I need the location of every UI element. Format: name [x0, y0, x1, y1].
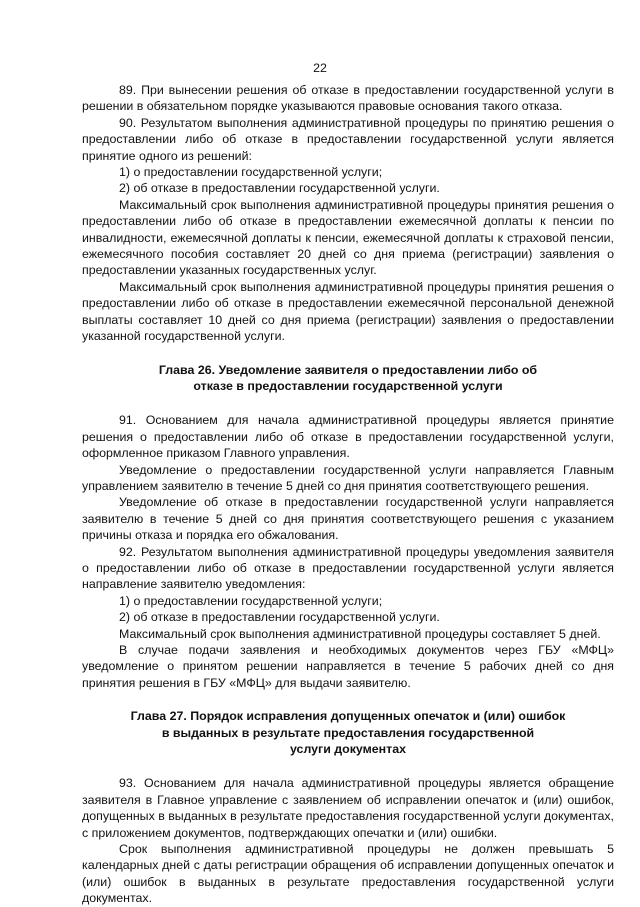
chapter-heading-line: в выданных в результате предоставления государственной: [161, 725, 535, 740]
paragraph: Уведомление об отказе в предоставлении государственной услуги направляется заявителю в течение 5 дней со дня принятия соответствующего решения с указанием причины отказа и порядка его обжалования.: [82, 495, 614, 543]
page-number: 22: [313, 61, 327, 75]
chapter-heading-line: Глава 27. Порядок исправления допущенных опечаток и (или) ошибок: [130, 709, 566, 724]
list-item: 2) об отказе в предоставлении государственной услуги.: [119, 181, 440, 196]
paragraph: 93. Основанием для начала административной процедуры является обращение заявителя в Главное управление с заявлением об исправлении опечаток и (или) ошибок, допущенных в выданных в результате предоставления государственной услуги документах, с приложением документов, подтверждающих опечатки и (или) ошибки.: [82, 776, 614, 840]
paragraph: 92. Результатом выполнения административной процедуры уведомления заявителя о предоставлении либо об отказе в предоставлении государственной услуги является направление заявителю уведомления:: [82, 544, 614, 592]
paragraph: 89. При вынесении решения об отказе в предоставлении государственной услуги в решении в обязательном порядке указываются правовые основания такого отказа.: [82, 83, 614, 114]
paragraph: Уведомление о предоставлении государственной услуги направляется Главным управлением заявителю в течение 5 дней со дня принятия соответствующего решения.: [82, 462, 614, 493]
list-item: 1) о предоставлении государственной услуги;: [119, 593, 383, 608]
paragraph: Максимальный срок выполнения административной процедуры составляет 5 дней.: [119, 626, 601, 641]
paragraph: 91. Основанием для начала административной процедуры является принятие решения о предоставлении либо об отказе в предоставлении государственной услуги, оформленное приказом Главного управления.: [82, 413, 614, 461]
list-item: 1) о предоставлении государственной услуги;: [119, 165, 383, 180]
paragraph: Срок выполнения административной процедуры не должен превышать 5 календарных дней с даты регистрации обращения об исправлении допущенных опечаток и (или) ошибок в выданных в результате предоставления государственной услуги документах.: [82, 842, 614, 906]
paragraph: Максимальный срок выполнения административной процедуры принятия решения о предоставлении либо об отказе в предоставлении ежемесячной доплаты к пенсии по инвалидности, ежемесячной доплаты к пенсии, ежемесячной доплаты к страховой пенсии, ежемесячного пособия составляет 20 дней со дня приема (регистрации) заявления о предоставлении указанных государственных услуг.: [82, 197, 614, 278]
document-body: [82, 82, 614, 907]
chapter-heading: [82, 362, 614, 395]
paragraph: В случае подачи заявления и необходимых документов через ГБУ «МФЦ» уведомление о принятом решении направляется в течение 5 рабочих дней со дня принятия решения в ГБУ «МФЦ» для выдачи заявителю.: [82, 643, 614, 690]
chapter-heading-line: отказе в предоставлении государственной услуги: [193, 378, 503, 393]
chapter-heading-line: услуги документах: [289, 742, 407, 757]
chapter-heading: [82, 708, 614, 757]
paragraph: 90. Результатом выполнения административной процедуры по принятию решения о предоставлении либо об отказе в предоставлении государственной услуги является принятие одного из решений:: [82, 115, 614, 163]
list-item: 2) об отказе в предоставлении государственной услуги.: [119, 610, 440, 625]
chapter-heading-line: Глава 26. Уведомление заявителя о предоставлении либо об: [158, 362, 538, 377]
paragraph: Максимальный срок выполнения административной процедуры принятия решения о предоставлении либо об отказе в предоставлении ежемесячной персональной денежной выплаты составляет 10 дней со дня приема (регистрации) заявления о предоставлении указанной государственной услуги.: [82, 279, 614, 344]
